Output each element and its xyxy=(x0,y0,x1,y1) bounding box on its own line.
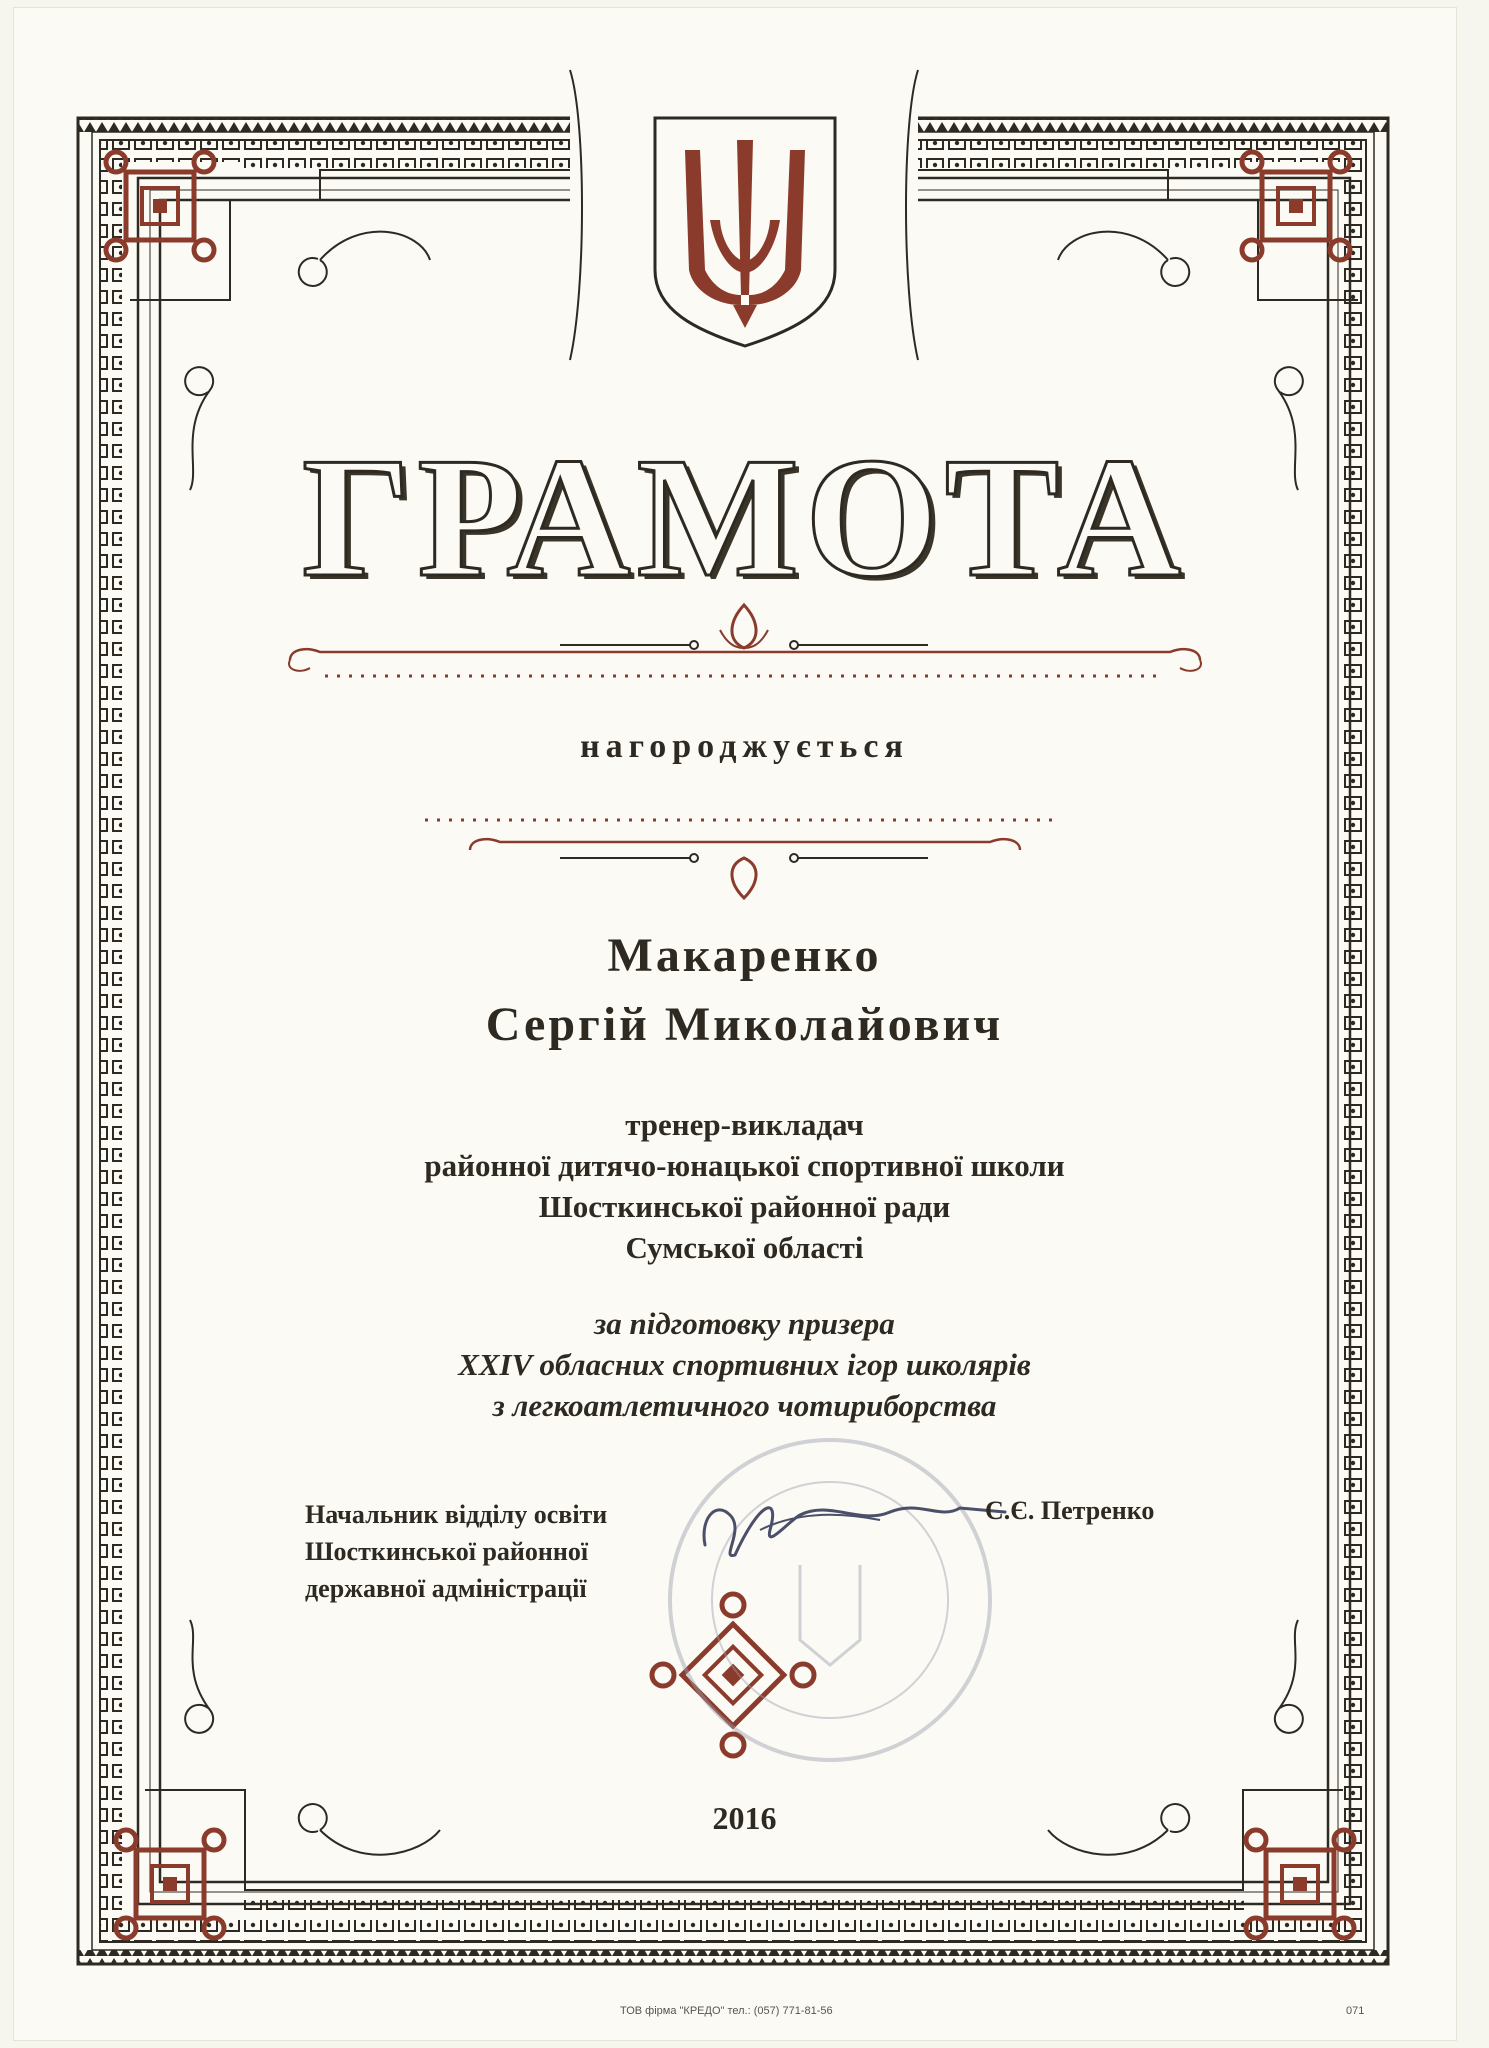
form-code: 071 xyxy=(1346,2005,1365,2017)
position-line: районної дитячо-юнацької спортивної школи xyxy=(424,1148,1065,1183)
printer-imprint: ТОВ фірма "КРЕДО" тел.: (057) 771-81-56 xyxy=(620,2005,833,2017)
reason-line: за підготовку призера xyxy=(594,1306,895,1341)
awarded-label: нагороджується xyxy=(580,728,909,765)
title-divider xyxy=(289,605,1201,676)
awarded-divider xyxy=(425,820,1060,898)
signatory-name: С.Є. Петренко xyxy=(985,1496,1155,1525)
position-line: Сумської області xyxy=(625,1230,864,1265)
tryzub-coat-of-arms xyxy=(645,110,845,350)
signatory-title-line: Начальник відділу освіти xyxy=(305,1500,608,1529)
chain-band-bottom xyxy=(100,1920,1366,1942)
certificate-year: 2016 xyxy=(712,1800,777,1836)
bottom-center-ornament xyxy=(652,1594,814,1756)
reason-line: з легкоатлетичного чотириборства xyxy=(492,1388,997,1423)
position-line: Шосткинської районної ради xyxy=(538,1189,951,1224)
saw-border-bottom xyxy=(78,1950,1388,1964)
signatory-title-line: Шосткинської районної xyxy=(305,1537,589,1566)
signatory-title xyxy=(305,1496,607,1607)
certificate-title: ГРАМОТА xyxy=(301,423,1188,613)
round-stamp xyxy=(670,1440,990,1760)
recipient-surname: Макаренко xyxy=(607,929,882,982)
signatory-title-line: державної адміністрації xyxy=(305,1574,587,1603)
position-line: тренер-викладач xyxy=(625,1107,864,1142)
reason-line: XXIV обласних спортивних ігор школярів xyxy=(458,1347,1031,1382)
recipient-given-names: Сергій Миколайович xyxy=(485,998,1004,1051)
